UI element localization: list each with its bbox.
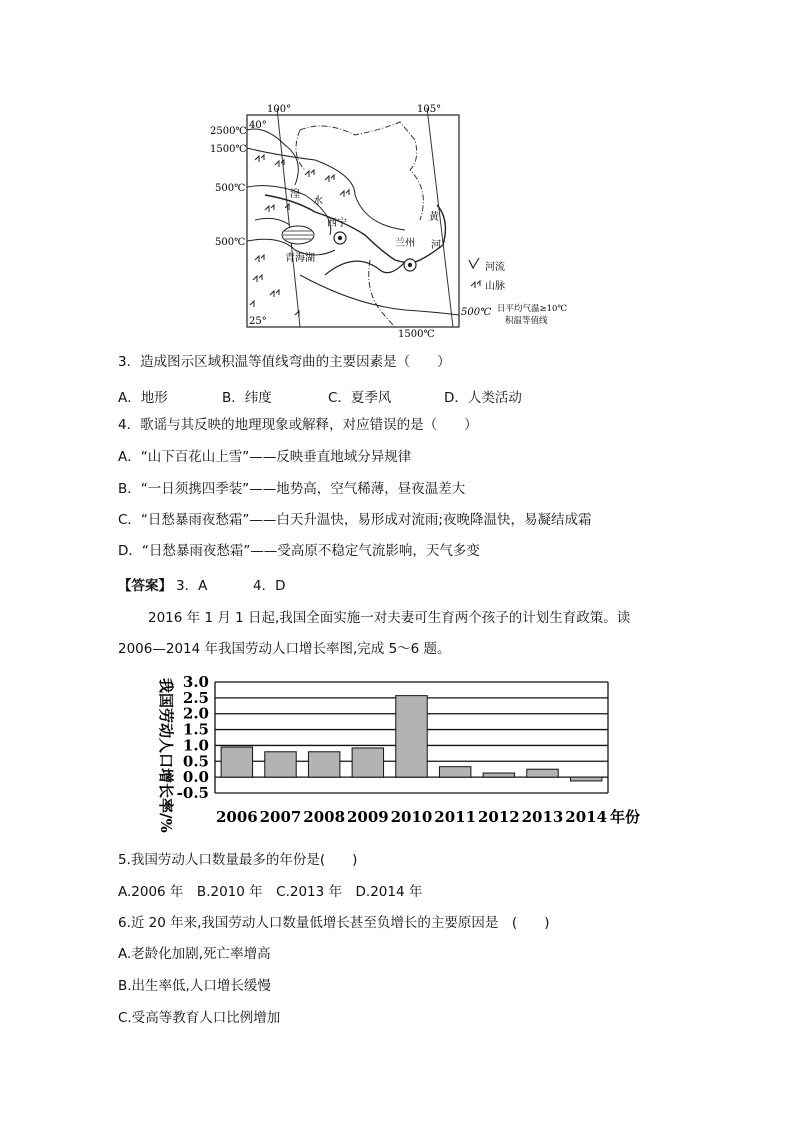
legend-isotherm-line2: 积温等值线 (505, 316, 548, 326)
chart-bar-2008 (308, 752, 339, 777)
chart-x-tick-label: 2006 (215, 808, 258, 826)
chart-bar-2014 (570, 777, 601, 781)
longitude-100-label: 100° (267, 104, 292, 115)
mountain-legend-icon (471, 281, 480, 288)
question-4-option-d: D．“日愁暴雨夜愁霜”——受高原不稳定气流影响，天气多变 (118, 543, 480, 559)
chart-x-tick-label: 2013 (521, 808, 564, 826)
question-3-option-d: D．人类活动 (444, 390, 522, 406)
city-xining-label: 西宁 (327, 218, 347, 229)
yellow-river-label-2: 河 (431, 240, 441, 251)
chart-y-tick-label: 0.5 (182, 752, 209, 771)
isotherm-label-500-b: 500℃ (215, 237, 246, 248)
city-lanzhou-label: 兰州 (395, 238, 415, 249)
chart-x-tick-label: 2009 (346, 808, 389, 826)
yellow-river-label-1: 黄 (429, 212, 439, 223)
question-3-stem: 3．造成图示区域积温等值线弯曲的主要因素是（ ） (118, 354, 451, 370)
labor-growth-bar-chart (145, 668, 645, 838)
answer-3: 3．A (176, 578, 208, 594)
chart-y-tick-label: 0.0 (182, 768, 209, 787)
map-figure (205, 100, 595, 340)
question-5-stem: 5.我国劳动人口数量最多的年份是( ) (118, 852, 358, 868)
isotherm-label-500-a: 500℃ (215, 183, 246, 194)
chart-bar-2012 (483, 773, 514, 777)
intro-line-1: 2016 年 1 月 1 日起,我国全面实施一对夫妻可生育两个孩子的计划生育政策。读 (148, 610, 631, 626)
chart-bar-2013 (527, 769, 558, 777)
chart-x-tick-label: 2011 (434, 808, 477, 826)
legend-mountain-label: 山脉 (485, 281, 505, 292)
question-4-option-b: B．“一日须携四季装”——地势高，空气稀薄，昼夜温差大 (118, 481, 466, 497)
question-6-option-c: C.受高等教育人口比例增加 (118, 1010, 281, 1026)
chart-x-tick-label: 2010 (390, 808, 433, 826)
question-3-option-b: B．纬度 (222, 390, 272, 406)
question-3-option-a: A．地形 (118, 390, 168, 406)
river-legend-icon (469, 258, 479, 268)
answer-tag: 【答案】 (118, 578, 172, 594)
question-3-option-c: C．夏季风 (328, 390, 392, 406)
question-6-option-a: A.老龄化加剧,死亡率增高 (118, 946, 271, 962)
river-label-shui: 水 (313, 196, 323, 207)
question-5-options: A.2006 年 B.2010 年 C.2013 年 D.2014 年 (118, 884, 423, 900)
chart-bar-2006 (221, 747, 252, 777)
isotherm-label-2500: 2500℃ (210, 126, 247, 137)
chart-y-tick-label: 3.0 (182, 673, 209, 691)
chart-y-tick-label: 2.0 (182, 704, 209, 723)
river-label-huang: 湟 (290, 189, 300, 200)
latitude-40-label: 40° (249, 120, 267, 131)
isotherm-label-1500: 1500℃ (210, 144, 247, 155)
chart-y-tick-label: -0.5 (176, 784, 209, 802)
isotherm-label-1500-bottom: 1500℃ (398, 329, 435, 340)
chart-bar-2010 (396, 696, 427, 778)
chart-bar-2009 (352, 748, 383, 777)
lake-label: 青海湖 (285, 253, 315, 264)
chart-y-tick-label: 2.5 (182, 688, 209, 707)
question-4-option-a: A．“山下百花山上雪”——反映垂直地域分异规律 (118, 449, 412, 465)
chart-y-tick-label: 1.0 (182, 736, 209, 755)
question-4-option-c: C．“日愁暴雨夜愁霜”——白天升温快，易形成对流雨;夜晚降温快，易凝结成霜 (118, 512, 592, 528)
chart-x-axis-label: 年份 (610, 808, 641, 826)
chart-x-tick-label: 2012 (477, 808, 520, 826)
legend-river-label: 河流 (485, 262, 505, 273)
chart-y-tick-label: 1.5 (182, 720, 209, 739)
chart-bar-2007 (265, 752, 296, 777)
legend-isotherm-line1: 日平均气温≥10℃ (497, 304, 567, 314)
question-6-stem: 6.近 20 年来,我国劳动人口数量低增长甚至负增长的主要原因是 ( ) (118, 915, 550, 931)
chart-x-tick-label: 2008 (303, 808, 346, 826)
chart-bar-2011 (439, 767, 470, 777)
chart-x-tick-label: 2014 (565, 808, 608, 826)
chart-y-axis-label: 我国劳动人口增长率/% (157, 678, 175, 833)
longitude-105-label: 105° (417, 104, 442, 115)
latitude-25-label: 25° (249, 316, 267, 327)
question-6-option-b: B.出生率低,人口增长缓慢 (118, 978, 271, 994)
answer-4: 4．D (253, 578, 286, 594)
legend-isotherm-value: 500℃ (461, 307, 492, 318)
question-4-stem: 4．歌谣与其反映的地理现象或解释，对应错误的是（ ） (118, 417, 478, 433)
intro-line-2: 2006—2014 年我国劳动人口增长率图,完成 5～6 题。 (118, 641, 451, 657)
chart-x-tick-label: 2007 (259, 808, 302, 826)
